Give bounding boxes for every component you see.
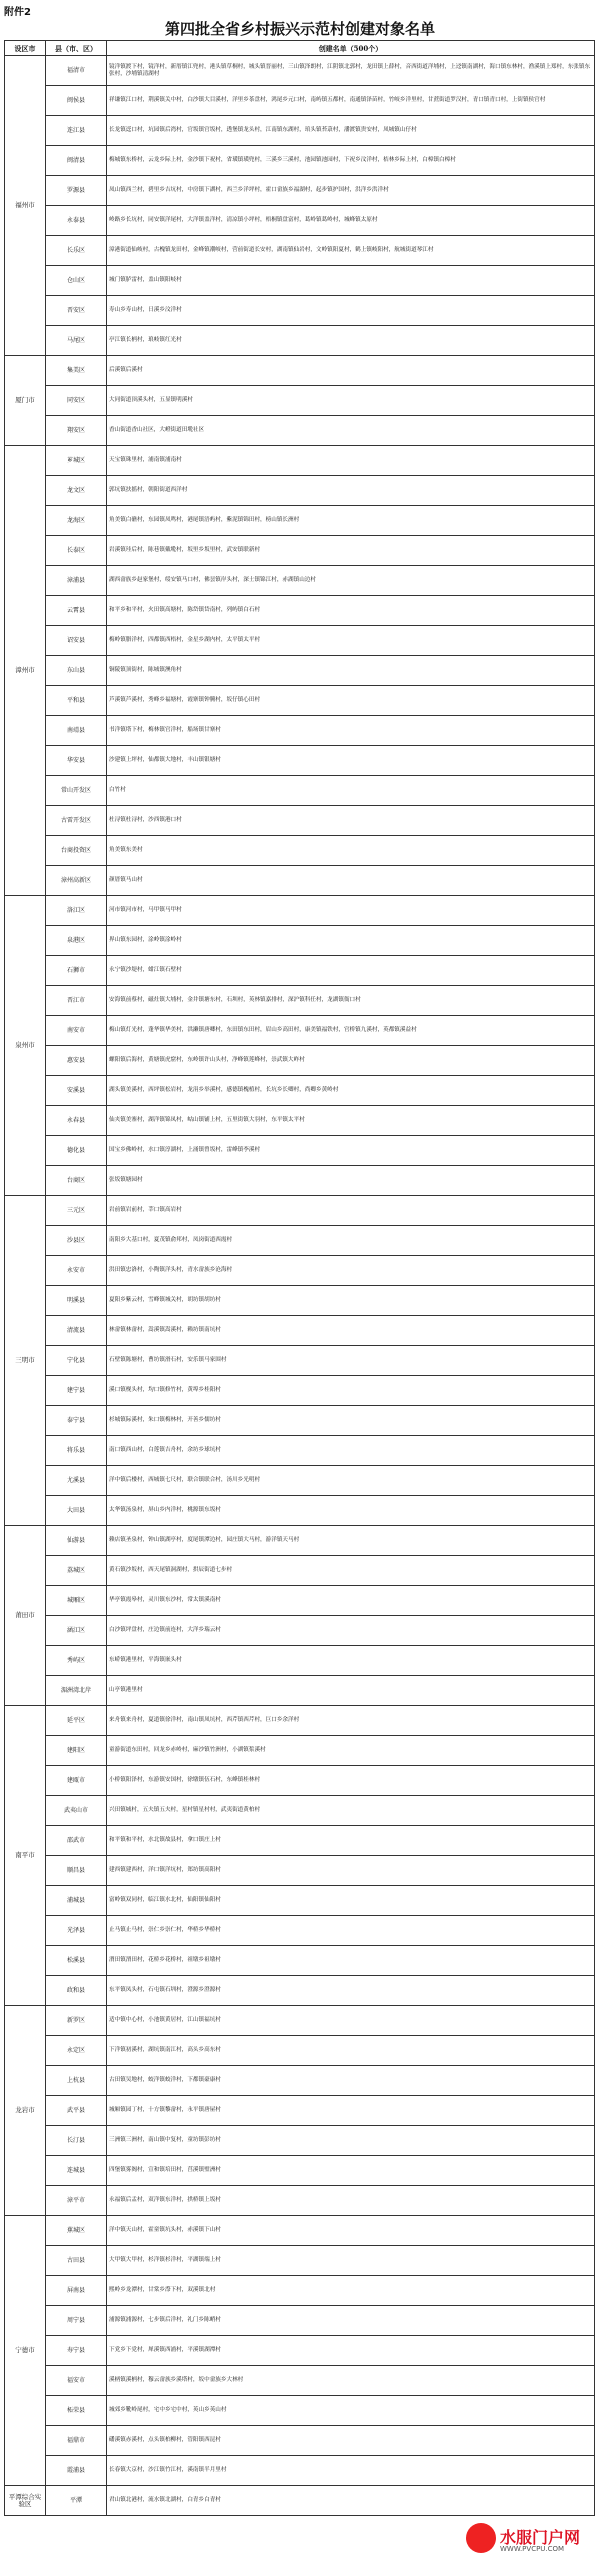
county-cell: 邵武市: [46, 1826, 107, 1856]
village-names-cell: 小桥镇阳泽村，东游镇安国村，徐墩镇伍石村，东峰镇桂林村: [107, 1766, 595, 1796]
watermark-logo-icon: [466, 2523, 496, 2553]
village-names-cell: 国宝乡佛岭村，水口镇淳湖村，上涌镇曾坂村，雷峰镇李溪村: [107, 1136, 595, 1166]
village-names-cell: 角美镇白礁村，东园镇凤鸣村，港尾镇浯屿村，紫泥镇锦田村，榜山镇长洲村: [107, 506, 595, 536]
county-cell: 台商投资区: [46, 836, 107, 866]
village-names-cell: 白竹村: [107, 776, 595, 806]
county-cell: 华安县: [46, 746, 107, 776]
county-cell: 荔城区: [46, 1556, 107, 1586]
document-title: 第四批全省乡村振兴示范村创建对象名单: [164, 20, 435, 38]
table-row: [5, 2246, 595, 2276]
village-names-cell: 角美镇东美村: [107, 836, 595, 866]
village-names-cell: 梅山镇灯光村，蓬华镇华美村，洪濑镇唐卿村，东田镇东田村，眉山乡高田村，康美镇福铁村，官桥镇九溪村，英都镇溪益村: [107, 1016, 595, 1046]
county-cell: 马尾区: [46, 326, 107, 356]
village-names-cell: 洋中镇后楼村，西城镇七尺村，联合镇联合村，汤川乡光明村: [107, 1466, 595, 1496]
village-names-cell: 和平乡和平村，火田镇高塘村，陈岱镇岱南村，列屿镇白石村: [107, 596, 595, 626]
header-city: 设区市: [5, 41, 46, 56]
village-names-cell: 张坂镇塘园村: [107, 1166, 595, 1196]
table-row: [5, 1016, 595, 1046]
county-cell: 漳浦县: [46, 566, 107, 596]
county-cell: 泉港区: [46, 926, 107, 956]
village-names-cell: 溪柄镇溪柄村，穆云畲族乡溪塔村，坂中畲族乡大林村: [107, 2366, 595, 2396]
table-row: [5, 56, 595, 86]
village-names-cell: 东峤镇港里村，平海镇嵌头村: [107, 1646, 595, 1676]
village-names-cell: 白沙镇坪盘村，庄边镇前连村，大洋乡瑞云村: [107, 1616, 595, 1646]
city-cell: 福州市: [5, 56, 46, 356]
village-names-cell: 芦溪镇芦溪村，秀峰乡福塘村，霞寨镇钟腾村，坂仔镇心田村: [107, 686, 595, 716]
village-names-cell: 寿山乡寿山村，日溪乡汶洋村: [107, 296, 595, 326]
village-names-cell: 东平镇凤头村，石屯镇石圳村，澄源乡澄源村: [107, 1976, 595, 2006]
village-names-cell: 湖西畲族乡赵家堡村，绥安镇马口村，佛昙镇岸头村，深土镇锦江村，赤湖镇山边村: [107, 566, 595, 596]
county-cell: 古雷开发区: [46, 806, 107, 836]
county-cell: 建瓯市: [46, 1766, 107, 1796]
county-cell: 惠安县: [46, 1046, 107, 1076]
table-row: [5, 2186, 595, 2216]
village-names-cell: 后溪镇后溪村: [107, 356, 595, 386]
table-row: [5, 2096, 595, 2126]
table-row: [5, 1766, 595, 1796]
city-cell: 南平市: [5, 1706, 46, 2006]
table-row: [5, 1346, 595, 1376]
table-row: [5, 176, 595, 206]
table-row: [5, 1886, 595, 1916]
village-names-cell: 杉城镇际溪村，朱口镇梅林村，开善乡儒坊村: [107, 1406, 595, 1436]
village-names-cell: 富岭镇双同村，临江镇水北村，仙阳镇仙阳村: [107, 1886, 595, 1916]
county-cell: 大田县: [46, 1496, 107, 1526]
county-cell: 德化县: [46, 1136, 107, 1166]
table-row: [5, 1256, 595, 1286]
table-row: [5, 2456, 595, 2486]
village-names-cell: 亭江镇长柄村，琅岐镇红光村: [107, 326, 595, 356]
table-row: [5, 266, 595, 296]
table-row: [5, 2426, 595, 2456]
county-cell: 同安区: [46, 386, 107, 416]
village-names-cell: 祥谦镇江口村，荆溪镇关中村，白沙镇大目溪村，洋里乡茶盘村，鸿尾乡元口村，南屿镇五都村，南通镇泽苗村，竹岐乡洋里村，甘蔗街道罗汉村，青口镇青口村，上街镇侯官村: [107, 86, 595, 116]
village-names-cell: 华亭镇霞皋村，灵川镇东沙村，常太镇溪南村: [107, 1586, 595, 1616]
county-cell: 芗城区: [46, 446, 107, 476]
table-row: [5, 2126, 595, 2156]
county-cell: 清流县: [46, 1316, 107, 1346]
village-names-cell: 四堡镇雾阁村，宣和镇培田村，莒溪镇璧洲村: [107, 2156, 595, 2186]
table-row: [5, 1046, 595, 1076]
village-names-cell: 仙夹镇美寨村，湖洋镇锦凤村，岵山镇铺上村，五里街镇大羽村，东平镇太平村: [107, 1106, 595, 1136]
county-cell: 武夷山市: [46, 1796, 107, 1826]
village-names-cell: 郭坑镇扶摇村，朝阳街道西洋村: [107, 476, 595, 506]
village-names-cell: 下洋镇初溪村，湖坑镇南江村，高头乡高东村: [107, 2036, 595, 2066]
table-row: [5, 1466, 595, 1496]
table-row: [5, 2066, 595, 2096]
village-names-cell: 止马镇止马村，崇仁乡崇仁村，华桥乡华桥村: [107, 1916, 595, 1946]
county-cell: 漳平市: [46, 2186, 107, 2216]
county-cell: 尤溪县: [46, 1466, 107, 1496]
village-names-cell: 磻溪镇赤溪村，点头镇柏柳村，管阳镇西昆村: [107, 2426, 595, 2456]
county-cell: 诏安县: [46, 626, 107, 656]
table-row: [5, 1376, 595, 1406]
village-names-cell: 颜厝镇马山村: [107, 866, 595, 896]
table-row: [5, 386, 595, 416]
county-cell: 平潭: [46, 2486, 107, 2516]
village-names-cell: 梅岭镇腊洋村，四都镇西梧村，金星乡湖内村，太平镇太平村: [107, 626, 595, 656]
table-row: [5, 86, 595, 116]
table-row: [5, 1136, 595, 1166]
county-cell: 安溪县: [46, 1076, 107, 1106]
table-row: [5, 566, 595, 596]
table-row: [5, 1496, 595, 1526]
table-row: [5, 2036, 595, 2066]
village-names-cell: 凤山镇西兰村，碧里乡吉坑村，中房镇下湖村，西兰乡洋坪村，霍口畲族乡福湖村，起步镇护国村，洪洋乡洪洋村: [107, 176, 595, 206]
county-cell: 仓山区: [46, 266, 107, 296]
table-row: [5, 1916, 595, 1946]
watermark-text: 水服门户网: [500, 2528, 581, 2547]
village-names-cell: 林畲镇林畲村，嵩溪镇嵩溪村，赖坊镇南坑村: [107, 1316, 595, 1346]
table-row: [5, 1646, 595, 1676]
village-names-cell: 渭田镇渭田村，花桥乡花桥村，祖墩乡祖墩村: [107, 1946, 595, 1976]
village-names-cell: 君山镇北港村，流水镇北湖村，白青乡白青村: [107, 2486, 595, 2516]
village-names-cell: 城门镇胪雷村，盖山镇阳岐村: [107, 266, 595, 296]
table-row: [5, 476, 595, 506]
village-names-cell: 来舟镇来舟村，夏道镇徐洋村，南山镇凤坑村，西芹镇西芹村，巨口乡余洋村: [107, 1706, 595, 1736]
county-cell: 龙文区: [46, 476, 107, 506]
county-cell: 永安市: [46, 1256, 107, 1286]
county-cell: 石狮市: [46, 956, 107, 986]
county-cell: 集美区: [46, 356, 107, 386]
village-names-cell: 南口镇西山村，白莲镇吉舟村，余坊乡球坑村: [107, 1436, 595, 1466]
county-cell: 新罗区: [46, 2006, 107, 2036]
table-row: [5, 1586, 595, 1616]
table-row: [5, 446, 595, 476]
table-row: [5, 116, 595, 146]
city-cell: 龙岩市: [5, 2006, 46, 2216]
county-cell: 政和县: [46, 1976, 107, 2006]
city-cell: 泉州市: [5, 896, 46, 1196]
county-cell: 霞浦县: [46, 2456, 107, 2486]
county-cell: 仙游县: [46, 1526, 107, 1556]
county-cell: 闽侯县: [46, 86, 107, 116]
table-row: [5, 1526, 595, 1556]
village-names-cell: 南阳乡大基口村，夏茂镇俞邦村，凤岗街道西霞村: [107, 1226, 595, 1256]
village-names-cell: 城郊乡靴岭尾村，宅中乡宅中村，英山乡英山村: [107, 2396, 595, 2426]
county-cell: 三元区: [46, 1196, 107, 1226]
table-row: [5, 2156, 595, 2186]
village-names-cell: 长龙镇逕口村，坑园镇后湾村，官坂镇官坂村，透堡镇龙头村，江南镇东湖村，琯头镇苔菉村，潘渡镇贵安村，凤城镇山仔村: [107, 116, 595, 146]
village-names-cell: 安海镇前蔡村，磁灶镇大埔村，金井镇塘东村，石圳村，英林镇嘉排村，深沪镇科任村，龙湖镇衙口村: [107, 986, 595, 1016]
table-row: [5, 506, 595, 536]
village-names-cell: 永福镇后盂村，双洋镇东洋村，拱桥镇上坂村: [107, 2186, 595, 2216]
village-names-cell: 赖店镇圣泉村，钟山镇湖亭村，度尾镇潭边村，园庄镇大马村，游洋镇天马村: [107, 1526, 595, 1556]
table-row: [5, 1826, 595, 1856]
village-names-cell: 梅城镇东桥村，云龙乡际上村，金沙镇下祝村，省璜镇璜兜村，三溪乡三溪村，池园镇池园村，下祝乡汶洋村，桔林乡际上村，白樟镇白樟村: [107, 146, 595, 176]
county-cell: 光泽县: [46, 1916, 107, 1946]
county-cell: 长乐区: [46, 236, 107, 266]
county-cell: 福清市: [46, 56, 107, 86]
county-cell: 建宁县: [46, 1376, 107, 1406]
village-names-cell: 三洲镇三洲村，南山镇中复村，童坊镇彭坊村: [107, 2126, 595, 2156]
county-cell: 翔安区: [46, 416, 107, 446]
county-cell: 秀屿区: [46, 1646, 107, 1676]
village-names-cell: 熙岭乡龙潭村，甘棠乡漈下村，双溪镇北村: [107, 2276, 595, 2306]
village-names-cell: 岩溪镇珪后村，陈巷镇戴墘村，坂里乡坂里村，武安镇联新村: [107, 536, 595, 566]
village-names-cell: 岩前镇岩前村，莘口镇高岩村: [107, 1196, 595, 1226]
county-cell: 常山开发区: [46, 776, 107, 806]
table-row: [5, 1436, 595, 1466]
county-cell: 顺昌县: [46, 1856, 107, 1886]
village-names-cell: 螺阳镇后海村，黄塘镇虎窟村，东岭镇许山头村，净峰镇莲峰村，崇武镇大岞村: [107, 1046, 595, 1076]
attachment-label: 附件2: [4, 7, 31, 18]
county-cell: 晋安区: [46, 296, 107, 326]
table-row: [5, 2006, 595, 2036]
city-cell: 宁德市: [5, 2216, 46, 2486]
city-cell: 三明市: [5, 1196, 46, 1526]
county-cell: 涵江区: [46, 1616, 107, 1646]
county-cell: 晋江市: [46, 986, 107, 1016]
table-row: [5, 746, 595, 776]
county-cell: 泰宁县: [46, 1406, 107, 1436]
village-names-cell: 浦源镇浦源村，七步镇后洋村，礼门乡陈峭村: [107, 2306, 595, 2336]
city-cell: 平潭综合实验区: [5, 2486, 46, 2516]
county-cell: 蕉城区: [46, 2216, 107, 2246]
county-cell: 南安市: [46, 1016, 107, 1046]
table-row: [5, 596, 595, 626]
village-names-cell: 洋中镇天山村，霍童镇坑头村，赤溪镇下山村: [107, 2216, 595, 2246]
county-cell: 城厢区: [46, 1586, 107, 1616]
county-cell: 永泰县: [46, 206, 107, 236]
county-cell: 武平县: [46, 2096, 107, 2126]
watermark-url: WWW.PVCPU.COM: [500, 2545, 565, 2553]
table-row: [5, 1946, 595, 1976]
table-row: [5, 2306, 595, 2336]
village-names-cell: 夏阳乡紫云村，雪峰镇城关村，胡坊镇胡坊村: [107, 1286, 595, 1316]
table-row: [5, 1076, 595, 1106]
table-row: [5, 1316, 595, 1346]
village-names-cell: 镜洋镇渡下村，镜洋村，新厝镇江兜村，港头镇草桐村，城头镇晋丽村，三山镇泽朗村，江阴镇北郭村，龙田镇上薛村，音西街道洋埔村，上迳镇南湖村，海口镇东林村，渔溪镇上郑村，东张镇东张村，沙埔镇清湖村: [107, 56, 595, 86]
table-row: [5, 536, 595, 566]
county-cell: 平和县: [46, 686, 107, 716]
table-row: [5, 1166, 595, 1196]
county-cell: 连城县: [46, 2156, 107, 2186]
watermark: [464, 2521, 594, 2559]
table-row: [5, 2276, 595, 2306]
county-cell: 东山县: [46, 656, 107, 686]
table-row: [5, 1976, 595, 2006]
table-row: [5, 806, 595, 836]
table-row: [5, 956, 595, 986]
village-names-cell: 铜陵镇顶街村，陈城镇澳角村: [107, 656, 595, 686]
county-cell: 周宁县: [46, 2306, 107, 2336]
village-names-cell: 天宝镇珠里村，浦南镇浦南村: [107, 446, 595, 476]
table-row: [5, 2336, 595, 2366]
county-cell: 洛江区: [46, 896, 107, 926]
county-cell: 将乐县: [46, 1436, 107, 1466]
county-cell: 沙县区: [46, 1226, 107, 1256]
village-names-cell: 适中镇中心村，小池镇黄居村，江山镇福坑村: [107, 2006, 595, 2036]
table-row: [5, 2216, 595, 2246]
roster-table: [4, 40, 595, 2516]
village-names-cell: 童游街道东田村，回龙乡赤岭村，麻沙镇竹洲村，小湖镇浆溪村: [107, 1736, 595, 1766]
table-row: [5, 896, 595, 926]
village-names-cell: 城厢镇园丁村，十方镇黎畲村，永平镇唐屋村: [107, 2096, 595, 2126]
county-cell: 闽清县: [46, 146, 107, 176]
table-row: [5, 1616, 595, 1646]
table-row: [5, 1286, 595, 1316]
village-names-cell: 长春镇大京村，沙江镇竹江村，溪南镇半月里村: [107, 2456, 595, 2486]
county-cell: 南靖县: [46, 716, 107, 746]
village-names-cell: 岭路乡长坑村，同安镇洋尾村，大洋镇盖洋村，清凉镇小坪村，梧桐镇盘富村，葛岭镇葛岭村，城峰镇太原村: [107, 206, 595, 236]
table-row: [5, 836, 595, 866]
table-row: [5, 326, 595, 356]
city-cell: 莆田市: [5, 1526, 46, 1706]
table-row: [5, 926, 595, 956]
header-county: 县（市、区）: [46, 41, 107, 56]
table-row: [5, 1856, 595, 1886]
village-names-cell: 建西镇建西村，洋口镇洋坑村，郑坊镇高阳村: [107, 1856, 595, 1886]
village-names-cell: 溪口镇枧头村，均口镇修竹村，黄埠乡桂阳村: [107, 1376, 595, 1406]
table-row: [5, 1706, 595, 1736]
village-names-cell: 洪田镇忠洛村，小陶镇洋头村，青水畲族乡沧海村: [107, 1256, 595, 1286]
table-row: [5, 716, 595, 746]
county-cell: 明溪县: [46, 1286, 107, 1316]
county-cell: 漳州高新区: [46, 866, 107, 896]
village-names-cell: 香山街道香山社区，大嶝街道田墘社区: [107, 416, 595, 446]
table-row: [5, 1796, 595, 1826]
table-row: [5, 1106, 595, 1136]
county-cell: 福安市: [46, 2366, 107, 2396]
village-names-cell: 兴田镇城村，五夫镇五夫村，星村镇星村村，武夷街道黄柏村: [107, 1796, 595, 1826]
table-header-row: [5, 41, 595, 56]
county-cell: 福鼎市: [46, 2426, 107, 2456]
village-names-cell: 太华镇汤泉村，屏山乡内洋村，桃源镇东坂村: [107, 1496, 595, 1526]
village-names-cell: 大同街道顶溪头村，五显镇明溪村: [107, 386, 595, 416]
county-cell: 延平区: [46, 1706, 107, 1736]
county-cell: 龙海区: [46, 506, 107, 536]
header-names: 创建名单（500个）: [107, 41, 595, 56]
table-row: [5, 2486, 595, 2516]
village-names-cell: 大甲镇大甲村，杉洋镇杉洋村，平湖镇端上村: [107, 2246, 595, 2276]
table-row: [5, 206, 595, 236]
village-names-cell: 书洋镇塔下村，梅林镇官洋村，船场镇甘寨村: [107, 716, 595, 746]
county-cell: 罗源县: [46, 176, 107, 206]
table-row: [5, 146, 595, 176]
village-names-cell: 杜浔镇杜浔村，沙西镇港口村: [107, 806, 595, 836]
county-cell: 长汀县: [46, 2126, 107, 2156]
village-names-cell: 界山镇东园村，涂岭镇涂岭村: [107, 926, 595, 956]
county-cell: 柘荣县: [46, 2396, 107, 2426]
county-cell: 台商区: [46, 1166, 107, 1196]
table-row: [5, 1556, 595, 1586]
county-cell: 上杭县: [46, 2066, 107, 2096]
village-names-cell: 山亭镇港里村: [107, 1676, 595, 1706]
table-row: [5, 626, 595, 656]
table-row: [5, 686, 595, 716]
village-names-cell: 下党乡下党村，犀溪镇西浦村，平溪镇湖潭村: [107, 2336, 595, 2366]
table-row: [5, 2366, 595, 2396]
village-names-cell: 石壁镇陈塘村，曹坊镇滑石村，安乐镇马家围村: [107, 1346, 595, 1376]
table-row: [5, 986, 595, 1016]
county-cell: 长泰区: [46, 536, 107, 566]
county-cell: 永春县: [46, 1106, 107, 1136]
table-row: [5, 296, 595, 326]
village-names-cell: 和平镇和平村，水北镇故县村，拿口镇庄上村: [107, 1826, 595, 1856]
county-cell: 屏南县: [46, 2276, 107, 2306]
village-names-cell: 湖头镇美溪村，西坪镇松岩村，龙涓乡举溪村，感德镇槐植村，长坑乡长卿村，尚卿乡黄岭村: [107, 1076, 595, 1106]
county-cell: 松溪县: [46, 1946, 107, 1976]
county-cell: 永定区: [46, 2036, 107, 2066]
county-cell: 浦城县: [46, 1886, 107, 1916]
village-names-cell: 古田镇吴地村，蛟洋镇蛟洋村，下都镇豪康村: [107, 2066, 595, 2096]
county-cell: 云霄县: [46, 596, 107, 626]
table-row: [5, 1676, 595, 1706]
table-row: [5, 1406, 595, 1436]
table-row: [5, 416, 595, 446]
county-cell: 宁化县: [46, 1346, 107, 1376]
village-names-cell: 黄石镇沙坂村，西天尾镇洞湖村，拱辰街道七步村: [107, 1556, 595, 1586]
table-row: [5, 2396, 595, 2426]
table-row: [5, 866, 595, 896]
table-row: [5, 1226, 595, 1256]
county-cell: 古田县: [46, 2246, 107, 2276]
table-row: [5, 236, 595, 266]
county-cell: 寿宁县: [46, 2336, 107, 2366]
city-cell: 厦门市: [5, 356, 46, 446]
village-names-cell: 河市镇河市村，马甲镇马甲村: [107, 896, 595, 926]
village-names-cell: 永宁镇沙堤村，蚶江镇石壁村: [107, 956, 595, 986]
table-row: [5, 776, 595, 806]
county-cell: 湄洲湾北岸: [46, 1676, 107, 1706]
table-row: [5, 1196, 595, 1226]
city-cell: 漳州市: [5, 446, 46, 896]
table-body: [5, 56, 595, 2516]
county-cell: 建阳区: [46, 1736, 107, 1766]
table-row: [5, 1736, 595, 1766]
table-row: [5, 356, 595, 386]
village-names-cell: 漳港街道仙岐村，古槐镇龙田村，金峰镇潮岐村，营前街道长安村，湖南镇仙岩村，文岭镇阳夏村，鹤上镇岐阳村，航城街道琴江村: [107, 236, 595, 266]
village-names-cell: 沙建镇上坪村，仙都镇大地村，丰山镇银塘村: [107, 746, 595, 776]
county-cell: 连江县: [46, 116, 107, 146]
table-row: [5, 656, 595, 686]
